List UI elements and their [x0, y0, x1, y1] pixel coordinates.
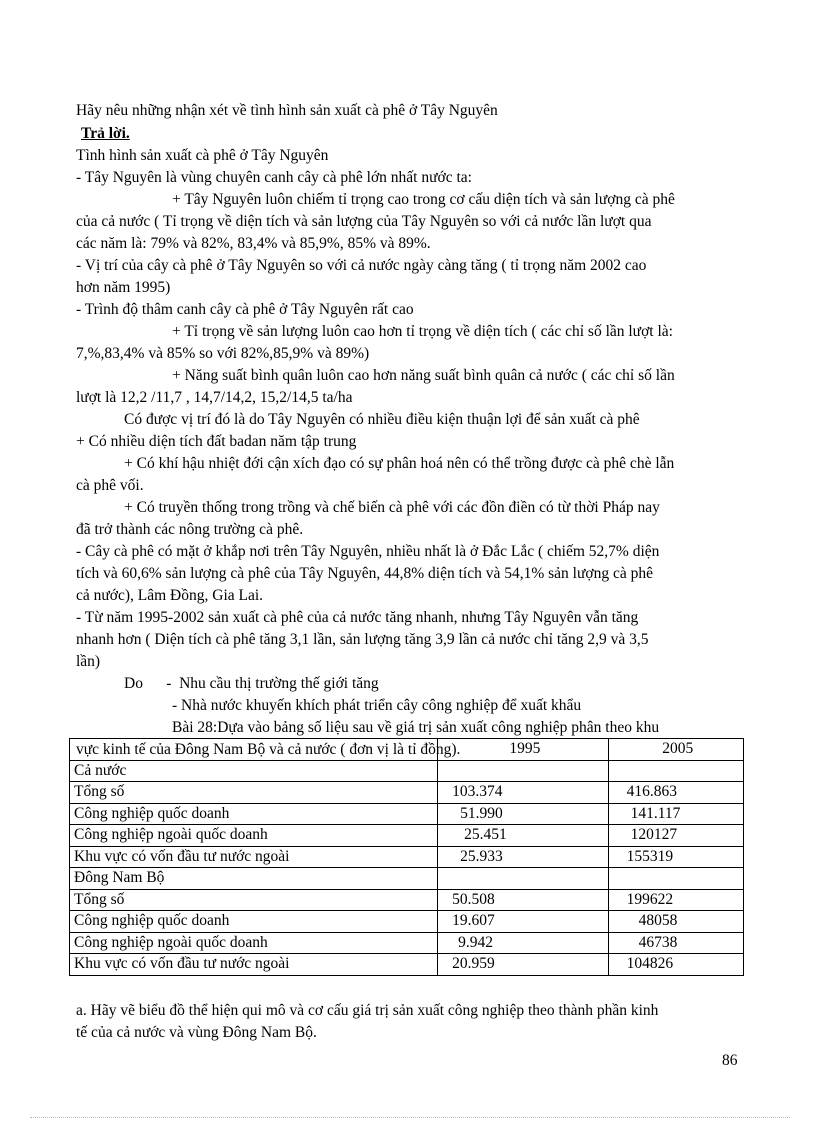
text-line: - Cây cà phê có mặt ở khắp nơi trên Tây Nguyên, nhiều nhất là ở Đắc Lắc ( chiếm 52,7% diện [76, 543, 660, 560]
table-cell: Khu vực có vốn đầu tư nước ngoài [70, 846, 438, 868]
table-cell: 25.933 [438, 846, 609, 868]
table-cell: 25.451 [438, 825, 609, 847]
text-line: + Năng suất bình quân luôn cao hơn năng suất bình quân cả nước ( các chỉ số lần [172, 367, 675, 384]
answer-heading: Trả lời. [81, 125, 130, 142]
table-row [70, 911, 744, 933]
table-cell: 48058 [608, 911, 743, 933]
table-row [70, 803, 744, 825]
table-cell: 416.863 [608, 782, 743, 804]
table-cell [608, 760, 743, 782]
question-line: Hãy nêu những nhận xét về tình hình sản xuất cà phê ở Tây Nguyên [76, 102, 498, 119]
table-row [70, 760, 744, 782]
text-line: + Có truyền thống trong trồng và chế biến cà phê với các đồn điền có từ thời Pháp nay [124, 499, 660, 516]
table-cell: 46738 [608, 932, 743, 954]
table-cell: 50.508 [438, 889, 609, 911]
table-cell: Công nghiệp ngoài quốc doanh [70, 825, 438, 847]
text-line: đã trở thành các nông trường cà phê. [76, 521, 304, 538]
table-cell [608, 868, 743, 890]
table-row [70, 846, 744, 868]
text-line: - Từ năm 1995-2002 sản xuất cà phê của cả nước tăng nhanh, nhưng Tây Nguyên vẫn tăng [76, 609, 639, 626]
table-cell: Cả nước [70, 760, 438, 782]
text-line: - Nhà nước khuyến khích phát triển cây công nghiệp để xuất khẩu [172, 697, 582, 714]
exercise-title: Bài 28:Dựa vào bảng số liệu sau về giá trị sản xuất công nghiệp phân theo khu [172, 719, 660, 736]
text-line: + Tây Nguyên luôn chiếm tỉ trọng cao trong cơ cấu diện tích và sản lượng cà phê [172, 191, 675, 208]
table-row [70, 889, 744, 911]
text-line: lượt là 12,2 /11,7 , 14,7/14,2, 15,2/14,5 ta/ha [76, 389, 353, 406]
table-cell: 120127 [608, 825, 743, 847]
text-line: Tình hình sản xuất cà phê ở Tây Nguyên [76, 147, 329, 164]
table-cell: Tổng số [70, 889, 438, 911]
text-line: vực kinh tế của Đông Nam Bộ và cả nước ( đơn vị là tỉ đồng). [76, 741, 461, 758]
table-header-cell: 1995 [438, 739, 609, 761]
text-line: 7,%,83,4% và 85% so với 82%,85,9% và 89%) [76, 345, 370, 362]
text-line: - Tây Nguyên là vùng chuyên canh cây cà phê lớn nhất nước ta: [76, 169, 472, 186]
text-line: - Vị trí của cây cà phê ở Tây Nguyên so với cả nước ngày càng tăng ( tỉ trọng năm 2002 cao [76, 257, 647, 274]
text-line: của cả nước ( Tỉ trọng về diện tích và sản lượng của Tây Nguyên so với cả nước lần lượt qua [76, 213, 652, 230]
table-cell [438, 868, 609, 890]
text-line: + Có khí hậu nhiệt đới cận xích đạo có sự phân hoá nên có thể trồng được cà phê chè lẫn [124, 455, 675, 472]
table-header-row [70, 739, 744, 761]
text-line: tích và 60,6% sản lượng cà phê của Tây Nguyên, 44,8% diện tích và 54,1% sản lượng cà phê [76, 565, 653, 582]
table-cell: 155319 [608, 846, 743, 868]
text-line: nhanh hơn ( Diện tích cà phê tăng 3,1 lần, sản lượng tăng 3,9 lần cả nước chỉ tăng 2,9 và 3,5 [76, 631, 649, 648]
table-cell: 19.607 [438, 911, 609, 933]
text-line: cà phê vối. [76, 477, 144, 494]
text-line: các năm là: 79% và 82%, 83,4% và 85,9%, 85% và 89%. [76, 235, 431, 252]
table-row [70, 954, 744, 976]
table-cell: Công nghiệp quốc doanh [70, 911, 438, 933]
table-cell: Tổng số [70, 782, 438, 804]
table-cell: 51.990 [438, 803, 609, 825]
table-row [70, 932, 744, 954]
table-cell: Khu vực có vốn đầu tư nước ngoài [70, 954, 438, 976]
table-cell: 141.117 [608, 803, 743, 825]
table-cell: 104826 [608, 954, 743, 976]
table-row [70, 868, 744, 890]
table-cell: 199622 [608, 889, 743, 911]
table-cell: Công nghiệp quốc doanh [70, 803, 438, 825]
table-header-cell: 2005 [608, 739, 743, 761]
table-row [70, 782, 744, 804]
page-border-divider [30, 1117, 790, 1118]
page-number: 86 [722, 1052, 738, 1069]
table-row [70, 825, 744, 847]
industrial-output-table [69, 738, 744, 976]
text-line: - Trình độ thâm canh cây cà phê ở Tây Nguyên rất cao [76, 301, 414, 318]
text-line: cả nước), Lâm Đồng, Gia Lai. [76, 587, 264, 604]
text-line: Do - Nhu cầu thị trường thế giới tăng [124, 675, 379, 692]
table-cell [70, 739, 438, 761]
table-cell: 103.374 [438, 782, 609, 804]
text-line: lần) [76, 653, 101, 670]
table-cell [438, 760, 609, 782]
table-cell: 9.942 [438, 932, 609, 954]
question-a-line: a. Hãy vẽ biểu đồ thể hiện qui mô và cơ cấu giá trị sản xuất công nghiệp theo thành phần kinh [76, 1002, 659, 1019]
text-line: + Tỉ trọng về sản lượng luôn cao hơn tỉ trọng về diện tích ( các chỉ số lần lượt là: [172, 323, 673, 340]
table-cell: 20.959 [438, 954, 609, 976]
text-line: + Có nhiều diện tích đất badan năm tập trung [76, 433, 357, 450]
question-a-line: tế của cả nước và vùng Đông Nam Bộ. [76, 1024, 317, 1041]
text-line: hơn năm 1995) [76, 279, 171, 296]
table-cell: Đông Nam Bộ [70, 868, 438, 890]
text-line: Có được vị trí đó là do Tây Nguyên có nhiều điều kiện thuận lợi để sản xuất cà phê [124, 411, 640, 428]
table-cell: Công nghiệp ngoài quốc doanh [70, 932, 438, 954]
